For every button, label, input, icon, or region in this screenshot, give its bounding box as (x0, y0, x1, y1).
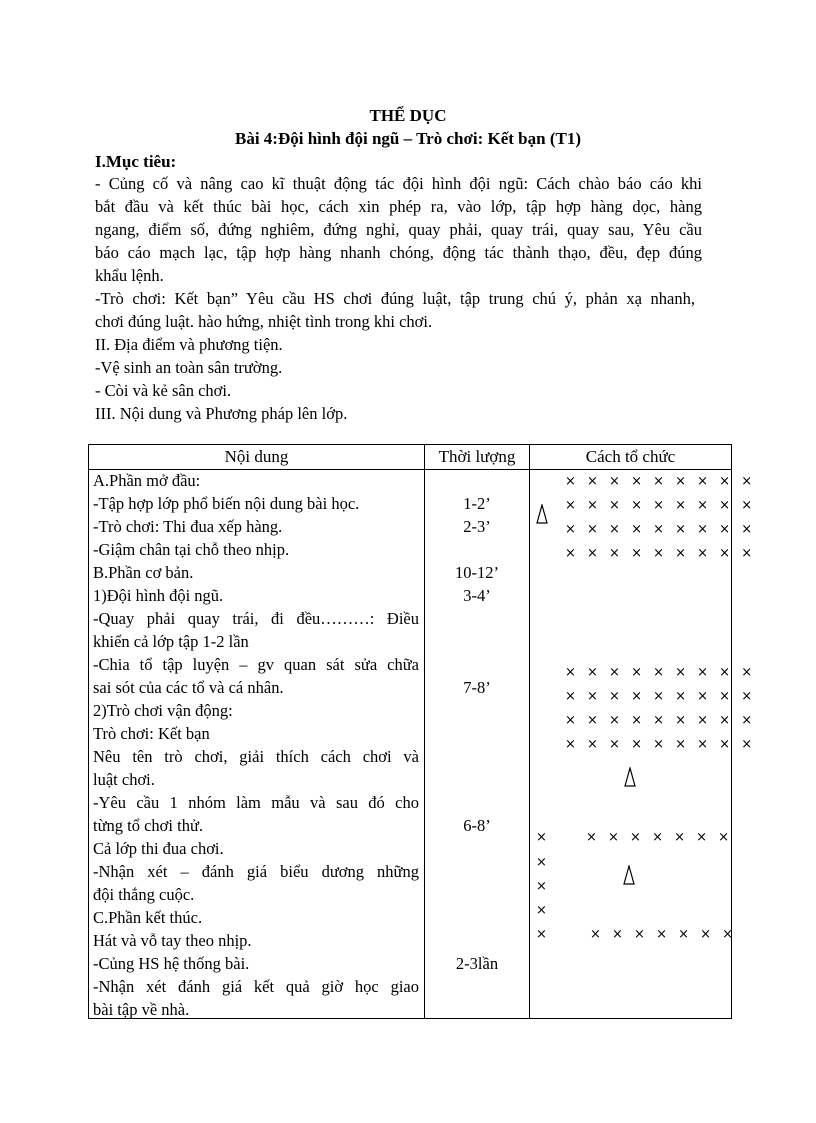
content-line: Hát và vỗ tay theo nhịp. (93, 931, 252, 950)
objectives-line: -Trò chơi: Kết bạn” Yêu cầu HS chơi đúng luật, tập trung chú ý, phản xạ nhanh, (95, 289, 695, 308)
subject-title: THỂ DỤC (369, 106, 447, 125)
objectives-line: - Củng cố và nâng cao kĩ thuật động tác đội hình đội ngũ: Cách chào báo cáo khi (95, 174, 702, 193)
content-line: -Trò chơi: Thi đua xếp hàng. (93, 517, 283, 536)
content-line: -Chia tổ tập luyện – gv quan sát sửa chữa (93, 655, 419, 674)
student-mark: × (536, 927, 547, 942)
location-heading: II. Địa điểm và phương tiện. (95, 335, 283, 354)
objectives-line: chơi đúng luật. hào hứng, nhiệt tình trong khi chơi. (95, 312, 433, 331)
objectives-line: ngang, điểm số, đứng nghiêm, đứng nghỉ, quay phải, quay trái, quay sau, Yêu cầu (95, 220, 702, 239)
content-cell (89, 470, 425, 1019)
duration-value: 3-4’ (463, 586, 491, 605)
duration-value: 2-3lần (455, 954, 499, 973)
student-mark: × (536, 830, 547, 845)
student-row: × × × × × × × × × (565, 713, 756, 728)
content-line: A.Phần mở đầu: (93, 471, 201, 490)
content-line: 2)Trò chơi vận động: (93, 701, 233, 720)
content-line: -Giậm chân tại chỗ theo nhịp. (93, 540, 290, 559)
content-line: Cả lớp thi đua chơi. (93, 839, 224, 858)
content-line: luật chơi. (93, 770, 155, 789)
content-line: khiển cả lớp tập 1-2 lần (93, 632, 249, 651)
student-row: × × × × × × × (590, 927, 737, 942)
student-mark: × (536, 903, 547, 918)
student-row: × × × × × × × × × (565, 474, 756, 489)
student-row: × × × × × × × × × (565, 737, 756, 752)
student-row: × × × × × × × × × (565, 522, 756, 537)
student-row: × × × × × × × × × (565, 498, 756, 513)
method-heading: III. Nội dung và Phương pháp lên lớp. (95, 404, 348, 423)
triangle-icon (536, 504, 548, 524)
content-line: Trò chơi: Kết bạn (93, 724, 210, 743)
duration-value: 10-12’ (455, 563, 499, 582)
content-line: đội thắng cuộc. (93, 885, 195, 904)
duration-value: 2-3’ (463, 517, 491, 536)
triangle-icon (623, 865, 635, 885)
content-line: sai sót của các tổ và cá nhân. (93, 678, 284, 697)
header-organization: Cách tổ chức (530, 445, 732, 470)
content-line: -Yêu cầu 1 nhóm làm mẫu và sau đó cho (93, 793, 419, 812)
objectives-heading: I.Mục tiêu: (95, 152, 177, 171)
content-line: -Nhận xét đánh giá kết quả giờ học giao (93, 977, 419, 996)
content-line: bài tập về nhà. (93, 1000, 190, 1019)
triangle-icon (624, 767, 636, 787)
objectives-line: khẩu lệnh. (95, 266, 164, 285)
content-line: B.Phần cơ bản. (93, 563, 194, 582)
content-line: từng tổ chơi thử. (93, 816, 204, 835)
objectives-line: báo cáo mạch lạc, tập hợp hàng nhanh chóng, động tác thành thạo, đều, đẹp đúng (95, 243, 702, 262)
content-line: -Quay phải quay trái, đi đều………: Điều (93, 609, 419, 628)
location-line: -Vệ sinh an toàn sân trường. (95, 358, 283, 377)
student-row: × × × × × × × × × (565, 665, 756, 680)
student-mark: × (536, 855, 547, 870)
header-duration: Thời lượng (425, 445, 530, 470)
student-row: × × × × × × × × × (565, 689, 756, 704)
lesson-plan-table (88, 444, 756, 1019)
student-row: × × × × × × × (586, 830, 733, 845)
objectives-line: bắt đầu và kết thúc bài học, cách xin phép ra, vào lớp, tập hợp hàng dọc, hàng (95, 197, 702, 216)
content-line: -Củng HS hệ thống bài. (93, 954, 250, 973)
duration-value: 7-8’ (463, 678, 491, 697)
duration-value: 1-2’ (463, 494, 491, 513)
student-row: × × × × × × × × × (565, 546, 756, 561)
organization-cell (530, 470, 756, 1019)
student-mark: × (536, 879, 547, 894)
lesson-title: Bài 4:Đội hình đội ngũ – Trò chơi: Kết bạn (T1) (234, 129, 581, 148)
duration-cell (425, 470, 530, 1019)
header-content: Nội dung (89, 445, 425, 470)
location-line: - Còi và kẻ sân chơi. (95, 381, 232, 400)
content-line: Nêu tên trò chơi, giải thích cách chơi và (93, 747, 419, 766)
content-line: C.Phần kết thúc. (93, 908, 203, 927)
duration-value: 6-8’ (463, 816, 491, 835)
content-line: -Tập hợp lớp phổ biến nội dung bài học. (93, 494, 360, 513)
content-line: 1)Đội hình đội ngũ. (93, 586, 224, 605)
content-line: -Nhận xét – đánh giá biểu dương những (93, 862, 419, 881)
